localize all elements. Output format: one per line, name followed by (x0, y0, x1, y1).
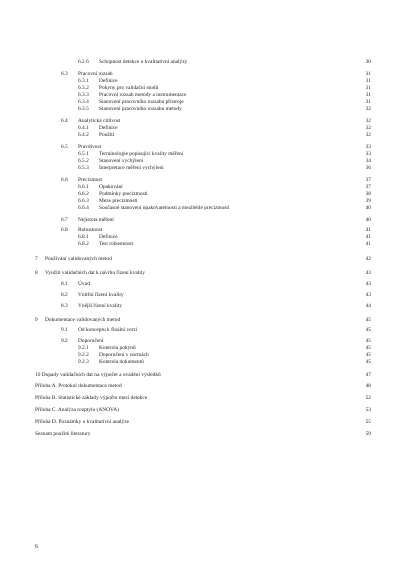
toc-number: 8.2 (61, 292, 68, 298)
toc-page: 37 (365, 177, 371, 183)
toc-page: 40 (365, 217, 371, 223)
toc-title: Vnější řízení kvality (78, 303, 123, 309)
toc-entry (35, 241, 371, 248)
toc-number: 6.4.1 (78, 125, 89, 131)
toc-number: 9.2 (61, 338, 68, 344)
toc-number: 6.8 (61, 227, 68, 233)
toc-number: 6.6.1 (78, 184, 89, 190)
toc-title: Příloha A. Protokol dokumentace metod (35, 383, 122, 389)
toc-title: Použití (99, 132, 115, 138)
toc-entry (35, 327, 371, 334)
toc-entry (35, 431, 371, 438)
toc-title: Podmínky precizmosti (99, 191, 148, 197)
toc-page: 32 (365, 125, 371, 131)
toc-title: Současné stanovení opakovatelnosti a mezilehlé precizmosti (99, 205, 230, 211)
toc-page: 42 (365, 256, 371, 262)
toc-page: 52 (365, 395, 371, 401)
toc-title: Stanovení vychýlení (99, 158, 144, 164)
toc-entry (35, 106, 371, 113)
toc-entry (35, 71, 371, 78)
toc-entry (35, 144, 371, 151)
toc-page: 43 (365, 270, 371, 276)
toc-page: 47 (365, 372, 371, 378)
toc-entry (35, 85, 371, 92)
toc-title: Doporučení v normách (99, 352, 149, 358)
toc-title: Pracovní rozsah metody a instrumentace (99, 92, 187, 98)
toc-page: 31 (365, 78, 371, 84)
toc-page: 32 (365, 132, 371, 138)
toc-number: 9.2.2 (78, 352, 89, 358)
toc-number: 6.4.2 (78, 132, 89, 138)
toc-number: 6.3.1 (78, 78, 89, 84)
toc-entry (35, 292, 371, 299)
toc-entry (35, 359, 371, 366)
toc-page: 38 (365, 191, 371, 197)
toc-title: Meze precizmosti (99, 198, 138, 204)
toc-title: Interpretace měření vychýlení (99, 165, 164, 171)
toc-entry (35, 317, 371, 324)
toc-number: 6.3 (61, 71, 68, 77)
toc-entry (35, 234, 371, 241)
toc-page: 59 (365, 431, 371, 437)
toc-page: 43 (365, 281, 371, 287)
toc-page: 32 (365, 106, 371, 112)
toc-title: Úvod (78, 281, 90, 287)
toc-entry (35, 132, 371, 139)
toc-entry (35, 352, 371, 359)
toc-number: 6.6 (61, 177, 68, 183)
toc-number: 6.3.5 (78, 106, 89, 112)
toc-entry (35, 184, 371, 191)
toc-number: 6.6.3 (78, 198, 89, 204)
toc-title: Nejistota měření (78, 217, 114, 223)
toc-title: Definice (99, 125, 118, 131)
toc-page: 45 (365, 327, 371, 333)
toc-page: 44 (365, 303, 371, 309)
toc-title: Schopnost detekce u kvalitativní analýzy (99, 59, 188, 65)
toc-number: 7 (35, 256, 38, 262)
toc-page: 34 (365, 158, 371, 164)
toc-title: Test robustnosti (99, 241, 134, 247)
toc-page: 30 (365, 59, 371, 65)
toc-title: Stanovení pracovního rozsahu metody (99, 106, 182, 112)
toc-page: 43 (365, 292, 371, 298)
toc-entry (35, 217, 371, 224)
toc-entry (35, 151, 371, 158)
toc-page: 45 (365, 345, 371, 351)
toc-page: 33 (365, 144, 371, 150)
toc-entry (35, 191, 371, 198)
toc-entry (35, 281, 371, 288)
toc-title: Využití validačních dat k návrhu řízení kvality (45, 270, 145, 276)
toc-title: 10 Dopady validačních dat na výpočet a uvádění výsledků (35, 372, 161, 378)
toc-page: 31 (365, 92, 371, 98)
toc-title: Definice (99, 78, 118, 84)
toc-page: 33 (365, 151, 371, 157)
toc-entry (35, 205, 371, 212)
toc-number: 9.2.3 (78, 359, 89, 365)
toc-entry (35, 125, 371, 132)
toc-entry (35, 372, 371, 379)
toc-title: Od konceptu k finální verzi (78, 327, 138, 333)
toc-title: Kontrola pokynů (99, 345, 136, 351)
toc-number: 9.1 (61, 327, 68, 333)
toc-title: Používání validovaných metod (45, 256, 112, 262)
toc-number: 6.7 (61, 217, 68, 223)
toc-number: 8.1 (61, 281, 68, 287)
toc-entry (35, 338, 371, 345)
toc-title: Dokumentace validovaných metod (45, 317, 121, 323)
toc-page: 55 (365, 419, 371, 425)
toc-page: 45 (365, 338, 371, 344)
toc-entry (35, 419, 371, 426)
toc-title: Robustnost (78, 227, 103, 233)
toc-number: 6.3.2 (78, 85, 89, 91)
toc-page: 45 (365, 359, 371, 365)
toc-number: 6.5.2 (78, 158, 89, 164)
toc-title: Kontrola dokumentů (99, 359, 144, 365)
toc-number: 9.2.1 (78, 345, 89, 351)
toc-number: 6.8.1 (78, 234, 89, 240)
toc-entry (35, 78, 371, 85)
toc-entry (35, 303, 371, 310)
toc-title: Stanovení pracovního rozsahu přístroje (99, 99, 184, 105)
toc-title: Příloha D. Poznámky o kvalitativní analýze (35, 419, 130, 425)
toc-page: 37 (365, 184, 371, 190)
toc-number: 6.6.4 (78, 205, 89, 211)
toc-page: 53 (365, 407, 371, 413)
toc-title: Analytická citlivost (78, 118, 121, 124)
toc-number: 6.2.6 (78, 59, 89, 65)
toc-entry (35, 407, 371, 414)
toc-page: 45 (365, 317, 371, 323)
toc-title: Příloha C. Analýza rozptylu (ANOVA) (35, 407, 119, 413)
toc-number: 9 (35, 317, 38, 323)
toc-page: 48 (365, 383, 371, 389)
toc-page: 41 (365, 227, 371, 233)
toc-number: 6.4 (61, 118, 68, 124)
toc-number: 6.8.2 (78, 241, 89, 247)
toc-number: 6.3.4 (78, 99, 89, 105)
toc-entry (35, 345, 371, 352)
toc-title: Opakování (99, 184, 123, 190)
toc-entry (35, 270, 371, 277)
toc-number: 6.6.2 (78, 191, 89, 197)
toc-number: 6.5 (61, 144, 68, 150)
toc-entry (35, 395, 371, 402)
toc-page: 31 (365, 99, 371, 105)
toc-page: 32 (365, 118, 371, 124)
toc-entry (35, 99, 371, 106)
toc-entry (35, 177, 371, 184)
toc-page: 41 (365, 234, 371, 240)
toc-entry (35, 198, 371, 205)
toc-entry (35, 59, 371, 66)
toc-page: 41 (365, 241, 371, 247)
toc-entry (35, 383, 371, 390)
toc-title: Terminologie popisující kvality měření (99, 151, 184, 157)
toc-page: 40 (365, 205, 371, 211)
toc-title: Doporučení (78, 338, 104, 344)
toc-entry (35, 118, 371, 125)
toc-title: Precizmost (78, 177, 102, 183)
toc-title: Příloha B. Statistické základy výpočtu mezí detekce (35, 395, 148, 401)
toc-number: 8 (35, 270, 38, 276)
toc-title: Pravdivost (78, 144, 102, 150)
toc-entry (35, 92, 371, 99)
toc-title: Vnitřní řízení kvality (78, 292, 124, 298)
toc-entry (35, 256, 371, 263)
toc-title: Pokyny pro validační studii (99, 85, 159, 91)
toc-page: 39 (365, 198, 371, 204)
toc-number: 8.3 (61, 303, 68, 309)
toc-page: 36 (365, 165, 371, 171)
toc-page: 31 (365, 85, 371, 91)
toc-entry (35, 165, 371, 172)
toc-entry (35, 158, 371, 165)
toc-page: 31 (365, 71, 371, 77)
toc-page: 45 (365, 352, 371, 358)
toc-number: 6.3.3 (78, 92, 89, 98)
toc-number: 6.5.1 (78, 151, 89, 157)
toc-title: Pracovní rozsah (78, 71, 113, 77)
toc-number: 6.5.3 (78, 165, 89, 171)
toc-title: Definice (99, 234, 118, 240)
toc-entry (35, 227, 371, 234)
toc-title: Seznam použité literatury (35, 431, 91, 437)
page-number: 6 (35, 544, 38, 550)
